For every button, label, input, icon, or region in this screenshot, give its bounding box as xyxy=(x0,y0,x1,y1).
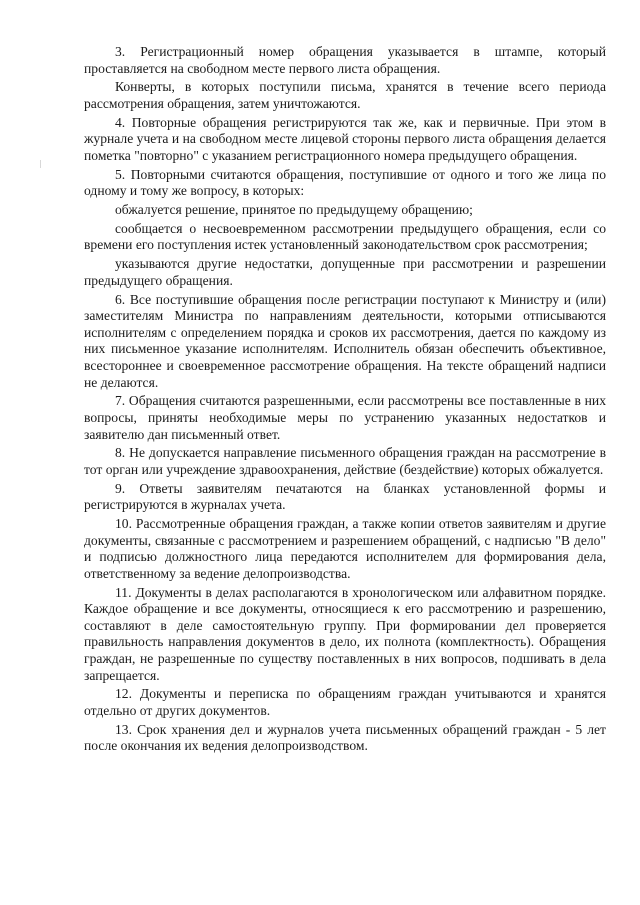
paragraph-envelopes: Конверты, в которых поступили письма, хранятся в течение всего периода рассмотрения обращения, затем уничтожаются. xyxy=(84,79,606,111)
paragraph-8: 8. Не допускается направление письменного обращения граждан на рассмотрение в тот орган или учреждение здравоохранения, действие (бездействие) которых обжалуется. xyxy=(84,445,606,477)
paragraph-6: 6. Все поступившие обращения после регистрации поступают к Министру и (или) заместителям Министра по направлениям деятельности, которыми отписываются исполнителям с определением порядка и сроков их рассмотрения, дается по каждому из них письменное указание исполнителям. Исполнитель обязан обеспечить объективное, всестороннее и своевременное рассмотрение обращения. На тексте обращений надписи не делаются. xyxy=(84,291,606,390)
paragraph-11: 11. Документы в делах располагаются в хронологическом или алфавитном порядке. Каждое обращение и все документы, относящиеся к его рассмотрению и разрешению, составляют в деле самостоятельную группу. При формировании дел проверяется правильность направления документов в дело, их полнота (комплектность). Обращения граждан, не разрешенные по существу поставленных в них вопросов, подшивать в дела запрещается. xyxy=(84,584,606,683)
paragraph-5-item-untimely: сообщается о несвоевременном рассмотрении предыдущего обращения, если со времени его поступления истек установленный законодательством срок рассмотрения; xyxy=(84,220,606,253)
paragraph-5-item-appeal: обжалуется решение, принятое по предыдущему обращению; xyxy=(115,202,473,218)
paragraph-5: 5. Повторными считаются обращения, поступившие от одного и того же лица по одному и тому же вопросу, в которых: xyxy=(84,166,606,199)
paragraph-9: 9. Ответы заявителям печатаются на бланках установленной формы и регистрируются в журналах учета. xyxy=(84,480,606,513)
scan-speck xyxy=(40,160,41,168)
paragraph-5-item-other: указываются другие недостатки, допущенные при рассмотрении и разрешении предыдущего обращения. xyxy=(84,256,606,288)
paragraph-3: 3. Регистрационный номер обращения указывается в штампе, который проставляется на свободном месте первого листа обращения. xyxy=(84,44,606,76)
paragraph-12: 12. Документы и переписка по обращениям граждан учитываются и хранятся отдельно от других документов. xyxy=(84,686,606,718)
paragraph-4: 4. Повторные обращения регистрируются так же, как и первичные. При этом в журнале учета и на свободном месте лицевой стороны первого листа обращения делается пометка "повторно" с указанием регистрационного номера предыдущего обращения. xyxy=(84,114,606,163)
paragraph-7: 7. Обращения считаются разрешенными, если рассмотрены все поставленные в них вопросы, приняты необходимые меры по устранению указанных недостатков и заявителю дан письменный ответ. xyxy=(84,393,606,442)
paragraph-13: 13. Срок хранения дел и журналов учета письменных обращений граждан - 5 лет после окончания их ведения делопроизводством. xyxy=(84,721,606,754)
document-page xyxy=(84,44,606,757)
paragraph-10: 10. Рассмотренные обращения граждан, а также копии ответов заявителям и другие документы, связанные с рассмотрением и разрешением обращений, с надписью "В дело" и подписью должностного лица передаются исполнителем для формирования дела, ответственному за ведение делопроизводства. xyxy=(84,516,606,581)
